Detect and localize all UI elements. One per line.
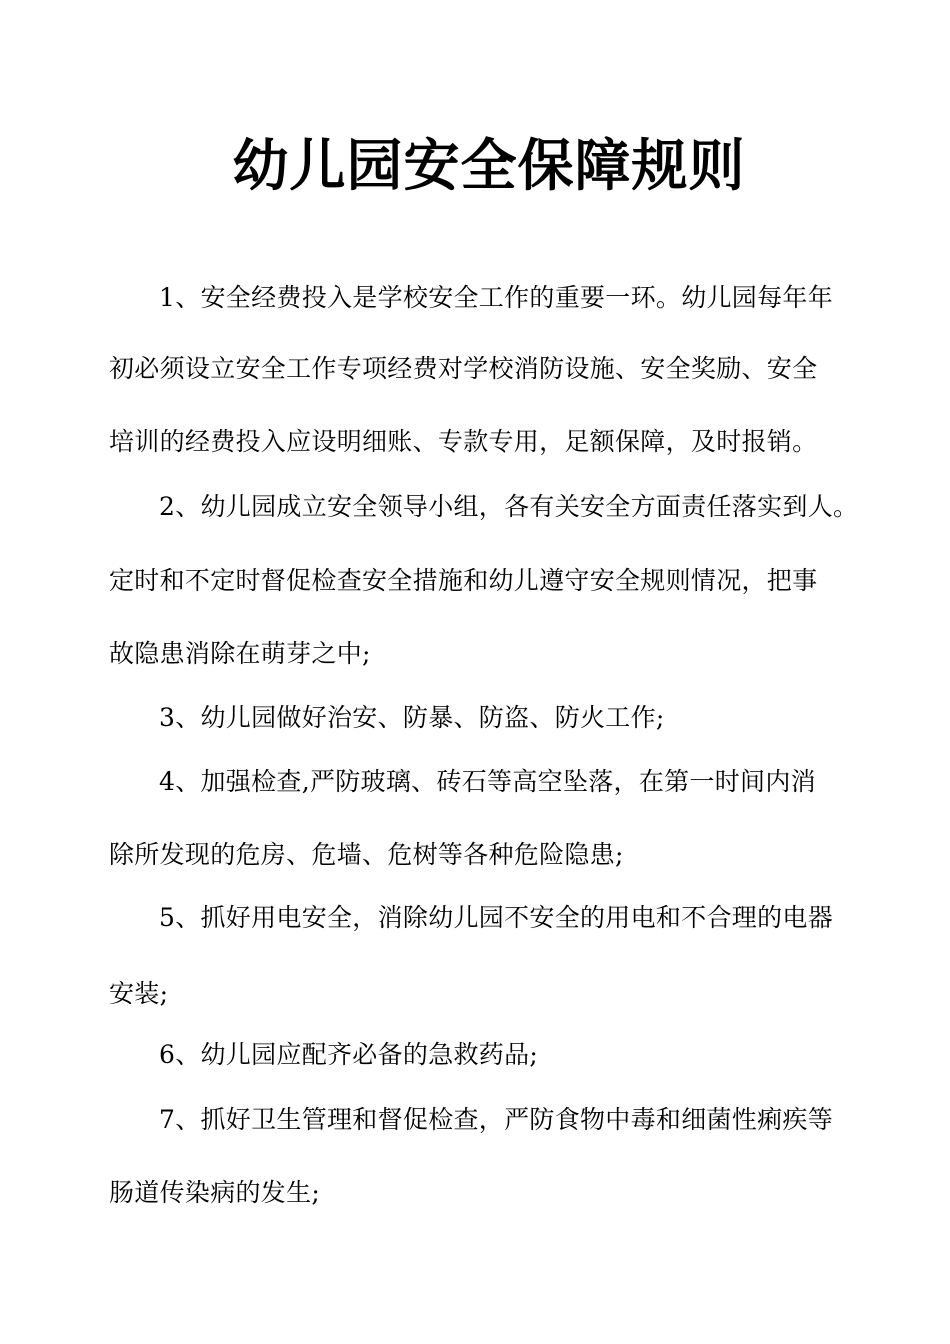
paragraph-2-line-3: 故隐患消除在萌芽之中;: [109, 639, 371, 668]
paragraph-1-line-2: 初必须设立安全工作专项经费对学校消防设施、安全奖励、安全: [109, 354, 818, 383]
paragraph-7-line-1: 7、抓好卫生管理和督促检查，严防食物中毒和细菌性痢疾等: [159, 1105, 834, 1134]
paragraph-4-line-1: 4、加强检查,严防玻璃、砖石等高空坠落，在第一时间内消: [159, 767, 816, 796]
paragraph-7-line-2: 肠道传染病的发生;: [109, 1178, 321, 1207]
paragraph-5-line-2: 安装;: [109, 979, 169, 1008]
paragraph-3-line-1: 3、幼儿园做好治安、防暴、防盗、防火工作;: [159, 703, 665, 732]
paragraph-1-line-1: 1、安全经费投入是学校安全工作的重要一环。幼儿园每年年: [159, 283, 834, 312]
document-title: 幼儿园安全保障规则: [232, 134, 746, 199]
paragraph-1-line-3: 培训的经费投入应设明细账、专款专用，足额保障，及时报销。: [109, 427, 818, 456]
paragraph-5-line-1: 5、抓好用电安全，消除幼儿园不安全的用电和不合理的电器: [159, 903, 834, 932]
paragraph-4-line-2: 除所发现的危房、危墙、危树等各种危险隐患;: [109, 840, 624, 869]
paragraph-2-line-2: 定时和不定时督促检查安全措施和幼儿遵守安全规则情况，把事: [109, 566, 818, 595]
paragraph-6-line-1: 6、幼儿园应配齐必备的急救药品;: [159, 1040, 539, 1069]
paragraph-2-line-1: 2、幼儿园成立安全领导小组，各有关安全方面责任落实到人。: [159, 492, 859, 521]
